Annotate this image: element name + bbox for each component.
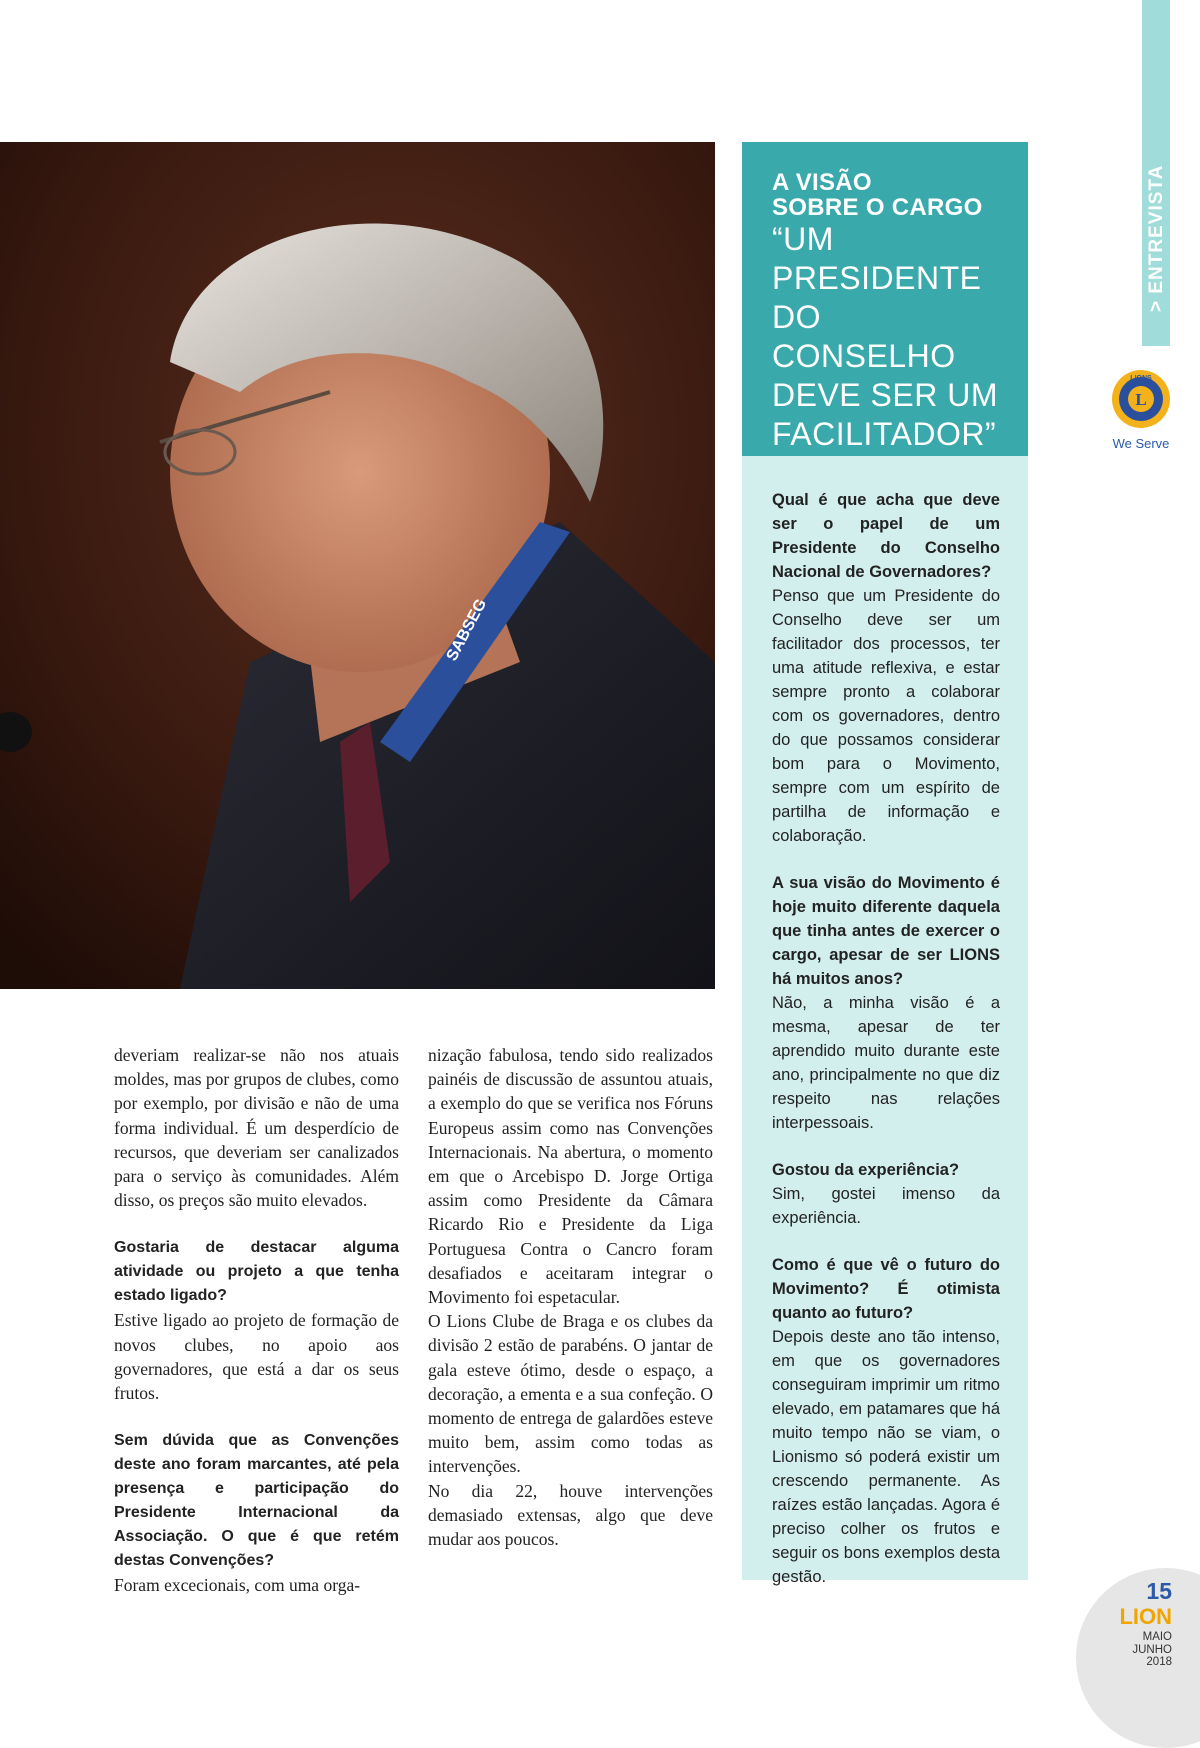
kicker-line-2: SOBRE O CARGO [772,194,983,221]
body-paragraph: Foram excecionais, com uma orga- [114,1575,361,1596]
interview-item [772,1253,1000,1589]
body-paragraph: nização fabulosa, tendo sido realizados painéis de discussão de assuntou atuais, a exemplo do que se verifica nos Fóruns Europeus assim como nas Convenções Internacionais. Na abertura, o momento em que o Arcebispo D. Jorge Ortiga assim como Presidente da Câmara Ricardo Rio e Presidente da Liga Portuguesa Contra o Cancro foram desafiados e aceitaram integrar o Movimento foi espetacular. [428,1045,713,1308]
body-paragraph: O Lions Clube de Braga e os clubes da divisão 2 estão de parabéns. O jantar de gala esteve ótimo, desde o espaço, a decoração, a ementa e a sua confeção. O momento de entrega de galardões esteve muito bem, assim como todas as intervenções. [428,1311,713,1477]
issue-line: 2018 [1146,1656,1172,1668]
body-question: Sem dúvida que as Convenções deste ano foram marcantes, até pela presença e participação do Presidente Internacional da Associação. O que é que retém destas Convenções? [114,1432,399,1570]
section-tab-label: > ENTREVISTA [1146,164,1167,312]
page-number: 15 [1146,1578,1172,1604]
issue-line: JUNHO [1132,1643,1172,1656]
lions-logo [1106,368,1176,458]
svg-text:L: L [1135,390,1147,409]
body-column-2 [428,1043,713,1551]
headline-line: “UM [772,221,834,257]
interview-question: Gostou da experiência? [772,1161,960,1179]
lanyard-text: SABSEG [443,596,491,664]
interview-question: A sua visão do Movimento é hoje muito diferente daquela que tinha antes de exercer o cargo, apesar de ser LIONS há muitos anos? [772,874,1000,988]
body-question: Gostaria de destacar alguma atividade ou projeto a que tenha estado ligado? [114,1239,399,1305]
body-paragraph: deveriam realizar-se não nos atuais moldes, mas por grupos de clubes, como por exemplo, por divisão e não de uma forma individual. É um desperdício de recursos, que deveriam ser canalizados para o serviço às comunidades. Além disso, os preços são muito elevados. [114,1045,399,1211]
interview-answer: Depois deste ano tão intenso, em que os governadores conseguiram imprimir um ritmo elevado, em patamares que há muito tempo não se viam, o Lionismo só poderá existir um crescendo permanente. As raízes estão lançadas. Agora é preciso colher os frutos e seguir os bons exemplos desta gestão. [772,1328,1000,1586]
speaker-photo [0,142,715,989]
body-column-1 [114,1043,399,1597]
we-serve-caption: We Serve [1112,436,1170,451]
body-paragraph: No dia 22, houve intervenções demasiado extensas, algo que deve mudar aos poucos. [428,1480,713,1550]
interview-sidebar [742,456,1028,1586]
headline-line: FACILITADOR” [772,416,997,452]
lions-logo-text: LIONS [1130,375,1152,382]
interview-question: Como é que vê o futuro do Movimento? É otimista quanto ao futuro? [772,1256,1000,1322]
headline-line: DO CONSELHO [772,299,956,374]
interview-item [772,871,1000,1135]
interview-answer: Sim, gostei imenso da experiência. [772,1185,1000,1227]
body-paragraph: Estive ligado ao projeto de formação de novos clubes, no apoio aos governadores, que está a dar os seus frutos. [114,1310,399,1404]
interview-item [772,1158,1000,1230]
headline-line: DEVE SER UM [772,377,998,413]
issue-date [1132,1631,1172,1669]
headline-line: PRESIDENTE [772,260,982,296]
article-header-box [742,142,1028,456]
interview-item [772,488,1000,848]
lions-emblem-icon [1110,368,1172,430]
issue-line: MAIO [1142,1631,1172,1643]
interview-answer: Penso que um Presidente do Conselho deve ser um facilitador dos processos, ter uma atitude reflexiva, e estar sempre pronto a colaborar com os governadores, dentro do que possamos considerar bom para o Movimento, sempre com um espírito de partilha de informação e colaboração. [772,587,1000,845]
interview-question: Qual é que acha que deve ser o papel de um Presidente do Conselho Nacional de Governadores? [772,491,1000,581]
kicker-line-1: A VISÃO [772,169,872,196]
interview-answer: Não, a minha visão é a mesma, apesar de ter aprendido muito durante este ano, principalmente no que diz respeito nas relações interpessoais. [772,994,1000,1132]
magazine-name: LION [1119,1604,1172,1629]
